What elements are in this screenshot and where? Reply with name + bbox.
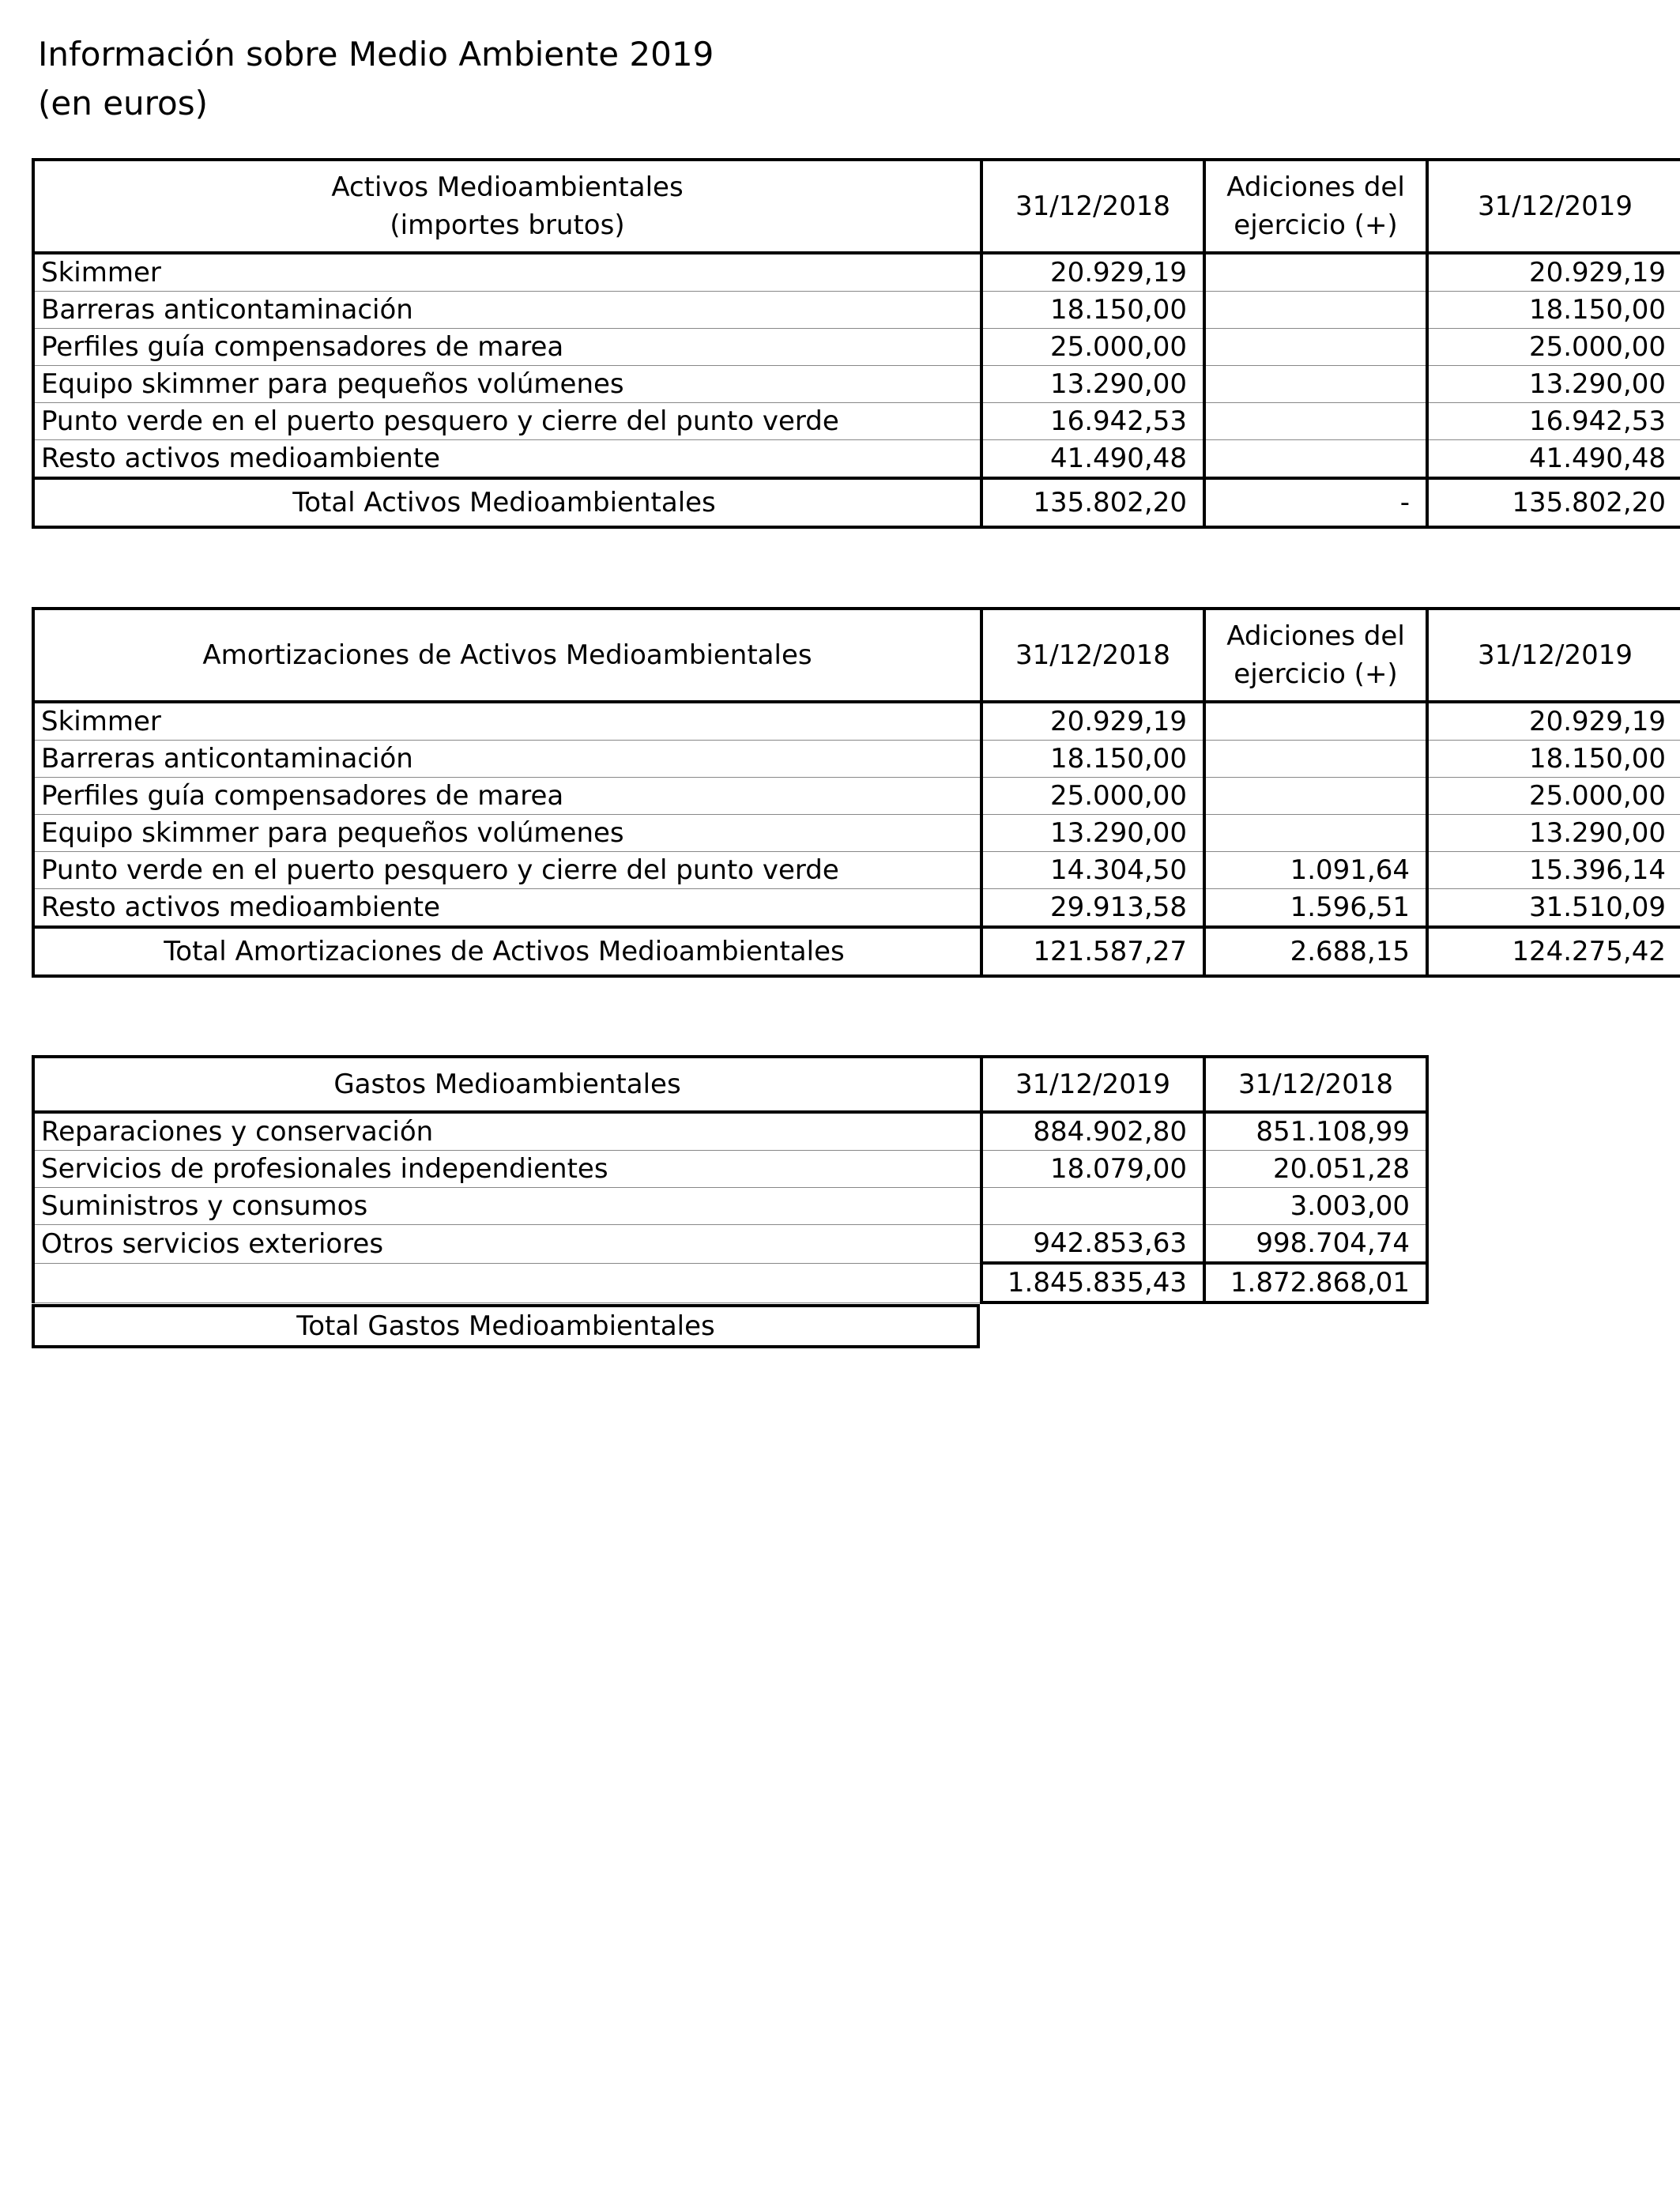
table-row — [33, 329, 1680, 366]
value-2018: 18.150,00 — [981, 741, 1204, 778]
value-additions — [1204, 741, 1427, 778]
table-row — [33, 702, 1680, 741]
value-2018: 25.000,00 — [981, 778, 1204, 815]
expenses-table — [32, 1055, 1429, 1304]
page-header — [38, 30, 714, 128]
value-2019: 25.000,00 — [1427, 778, 1680, 815]
value-2018: 20.929,19 — [981, 253, 1204, 292]
table-row — [33, 815, 1680, 852]
value-2019: 20.929,19 — [1427, 702, 1680, 741]
row-label: Barreras anticontaminación — [33, 292, 981, 329]
value-2019: 13.290,00 — [1427, 366, 1680, 403]
total-additions: - — [1204, 478, 1427, 527]
table-row — [33, 1188, 1427, 1225]
value-additions — [1204, 366, 1427, 403]
table-row — [33, 403, 1680, 440]
total-2019: 135.802,20 — [1427, 478, 1680, 527]
value-additions — [1204, 329, 1427, 366]
total-row — [33, 478, 1680, 527]
sum-2018: 1.872.868,01 — [1204, 1263, 1427, 1302]
value-2018: 3.003,00 — [1204, 1188, 1427, 1225]
table-row — [33, 366, 1680, 403]
value-2018: 25.000,00 — [981, 329, 1204, 366]
value-2018: 14.304,50 — [981, 852, 1204, 889]
row-label: Reparaciones y conservación — [33, 1112, 981, 1151]
assets-table — [32, 158, 1680, 529]
value-2018: 16.942,53 — [981, 403, 1204, 440]
table-row — [33, 741, 1680, 778]
table-row — [33, 889, 1680, 928]
row-label: Equipo skimmer para pequeños volúmenes — [33, 366, 981, 403]
total-2018: 135.802,20 — [981, 478, 1204, 527]
value-2018: 41.490,48 — [981, 440, 1204, 479]
total-label: Total Activos Medioambientales — [33, 478, 981, 527]
value-2018: 13.290,00 — [981, 366, 1204, 403]
table-row — [33, 778, 1680, 815]
value-2019 — [981, 1188, 1204, 1225]
page-title: Información sobre Medio Ambiente 2019 — [38, 35, 714, 74]
page-subtitle: (en euros) — [38, 84, 208, 123]
value-2019: 25.000,00 — [1427, 329, 1680, 366]
table-row — [33, 440, 1680, 479]
value-2018: 18.150,00 — [981, 292, 1204, 329]
table-row — [33, 253, 1680, 292]
amort-header-label: Amortizaciones de Activos Medioambientales — [33, 609, 981, 702]
value-2018: 29.913,58 — [981, 889, 1204, 928]
value-2018: 13.290,00 — [981, 815, 1204, 852]
row-label: Servicios de profesionales independientes — [33, 1151, 981, 1188]
assets-header-label: Activos Medioambientales (importes brutos) — [33, 160, 981, 253]
value-2019: 41.490,48 — [1427, 440, 1680, 479]
sum-2019: 1.845.835,43 — [981, 1263, 1204, 1302]
value-additions: 1.091,64 — [1204, 852, 1427, 889]
value-additions — [1204, 440, 1427, 479]
row-label: Perfiles guía compensadores de marea — [33, 329, 981, 366]
expenses-total-label: Total Gastos Medioambientales — [32, 1304, 980, 1348]
value-2019: 15.396,14 — [1427, 852, 1680, 889]
row-label: Resto activos medioambiente — [33, 440, 981, 479]
value-additions: 1.596,51 — [1204, 889, 1427, 928]
value-2018: 20.929,19 — [981, 702, 1204, 741]
amort-header-additions: Adiciones del ejercicio (+) — [1204, 609, 1427, 702]
amort-header-2018: 31/12/2018 — [981, 609, 1204, 702]
row-label: Otros servicios exteriores — [33, 1225, 981, 1264]
value-2018: 998.704,74 — [1204, 1225, 1427, 1264]
table-row — [33, 292, 1680, 329]
row-label: Perfiles guía compensadores de marea — [33, 778, 981, 815]
value-2019: 20.929,19 — [1427, 253, 1680, 292]
total-2019: 124.275,42 — [1427, 927, 1680, 976]
value-2019: 16.942,53 — [1427, 403, 1680, 440]
value-2019: 18.150,00 — [1427, 741, 1680, 778]
row-label: Equipo skimmer para pequeños volúmenes — [33, 815, 981, 852]
value-additions — [1204, 253, 1427, 292]
value-additions — [1204, 778, 1427, 815]
amortization-table — [32, 607, 1680, 978]
value-2019: 13.290,00 — [1427, 815, 1680, 852]
row-label: Suministros y consumos — [33, 1188, 981, 1225]
table-row — [33, 1112, 1427, 1151]
row-label: Skimmer — [33, 702, 981, 741]
row-label: Punto verde en el puerto pesquero y cierre del punto verde — [33, 403, 981, 440]
expenses-header-2018: 31/12/2018 — [1204, 1057, 1427, 1112]
table-row — [33, 1225, 1427, 1264]
total-label: Total Amortizaciones de Activos Medioambientales — [33, 927, 981, 976]
value-2019: 18.079,00 — [981, 1151, 1204, 1188]
assets-header-2019: 31/12/2019 — [1427, 160, 1680, 253]
value-2018: 851.108,99 — [1204, 1112, 1427, 1151]
expenses-header-label: Gastos Medioambientales — [33, 1057, 981, 1112]
value-2019: 942.853,63 — [981, 1225, 1204, 1264]
expenses-header-2019: 31/12/2019 — [981, 1057, 1204, 1112]
value-2019: 31.510,09 — [1427, 889, 1680, 928]
amort-header-2019: 31/12/2019 — [1427, 609, 1680, 702]
value-2018: 20.051,28 — [1204, 1151, 1427, 1188]
row-label: Punto verde en el puerto pesquero y cierre del punto verde — [33, 852, 981, 889]
value-2019: 884.902,80 — [981, 1112, 1204, 1151]
value-additions — [1204, 292, 1427, 329]
total-additions: 2.688,15 — [1204, 927, 1427, 976]
value-2019: 18.150,00 — [1427, 292, 1680, 329]
assets-header-2018: 31/12/2018 — [981, 160, 1204, 253]
sum-label-empty — [33, 1263, 981, 1302]
row-label: Skimmer — [33, 253, 981, 292]
row-label: Resto activos medioambiente — [33, 889, 981, 928]
assets-header-additions: Adiciones del ejercicio (+) — [1204, 160, 1427, 253]
total-row — [33, 927, 1680, 976]
table-row — [33, 852, 1680, 889]
table-row — [33, 1151, 1427, 1188]
value-additions — [1204, 702, 1427, 741]
sum-row — [33, 1263, 1427, 1302]
value-additions — [1204, 403, 1427, 440]
value-additions — [1204, 815, 1427, 852]
total-2018: 121.587,27 — [981, 927, 1204, 976]
row-label: Barreras anticontaminación — [33, 741, 981, 778]
